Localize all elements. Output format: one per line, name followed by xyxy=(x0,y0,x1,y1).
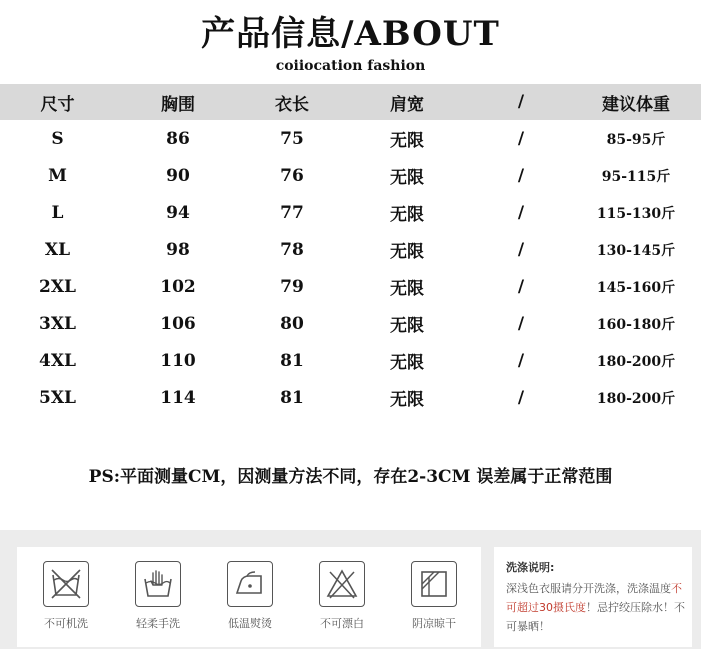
cell-slash: / xyxy=(517,202,525,223)
cell-slash: / xyxy=(517,128,525,149)
measurement-note: PS:平面测量CM，因测量方法不同，存在2-3CM 误差属于正常范围 xyxy=(88,467,613,487)
care-icons-panel xyxy=(17,547,481,647)
cell-size: XL xyxy=(44,239,71,260)
table-header xyxy=(0,84,701,120)
cell-chest: 98 xyxy=(166,239,190,260)
cell-length: 81 xyxy=(280,350,304,371)
wash-title: 洗涤说明: xyxy=(506,561,555,574)
cell-length: 75 xyxy=(280,128,304,149)
wash-text-highlight: 不可超过30摄氏度 xyxy=(506,582,682,614)
care-label: 轻柔手洗 xyxy=(136,617,180,630)
cell-shoulder: 无限 xyxy=(390,279,424,299)
cell-weight: 160-180斤 xyxy=(596,316,676,333)
cell-length: 81 xyxy=(280,387,304,408)
cell-slash: / xyxy=(517,239,525,260)
header-weight: 建议体重 xyxy=(602,94,670,115)
table-row xyxy=(0,379,701,416)
no-bleach-icon xyxy=(319,561,365,607)
care-item-no-machine-wash xyxy=(31,561,101,631)
table-row xyxy=(0,342,701,379)
cell-length: 78 xyxy=(280,239,304,260)
header-length: 衣长 xyxy=(275,94,309,115)
cell-length: 79 xyxy=(280,276,304,297)
cell-size: 3XL xyxy=(39,313,76,334)
table-row xyxy=(0,305,701,342)
cell-chest: 106 xyxy=(160,313,196,334)
brand-subtitle: coiiocation fashion xyxy=(275,58,426,74)
cell-chest: 90 xyxy=(166,165,190,186)
cell-weight: 180-200斤 xyxy=(596,390,676,407)
wash-text-part-2: ！忌拧绞压除水！不可暴晒！ xyxy=(506,601,685,633)
cell-weight: 85-95斤 xyxy=(606,131,666,148)
care-item-shade-dry xyxy=(399,561,469,631)
cell-shoulder: 无限 xyxy=(390,353,424,373)
table-row xyxy=(0,231,701,268)
header-chest: 胸围 xyxy=(161,94,195,115)
cell-size: M xyxy=(48,165,67,186)
care-section xyxy=(0,530,701,649)
cell-slash: / xyxy=(517,276,525,297)
care-item-no-bleach xyxy=(307,561,377,631)
wash-text xyxy=(506,579,688,636)
cell-length: 77 xyxy=(280,202,304,223)
cell-chest: 114 xyxy=(160,387,196,408)
table-row xyxy=(0,157,701,194)
cell-chest: 86 xyxy=(166,128,190,149)
care-item-low-iron xyxy=(215,561,285,631)
care-item-hand-wash xyxy=(123,561,193,631)
header-slash: / xyxy=(517,92,525,112)
shade-dry-icon xyxy=(411,561,457,607)
cell-shoulder: 无限 xyxy=(390,168,424,188)
cell-weight: 115-130斤 xyxy=(596,205,676,222)
page-title: 产品信息/ABOUT xyxy=(201,14,500,54)
cell-size: S xyxy=(51,128,64,149)
wash-instructions-panel xyxy=(494,547,692,647)
table-row xyxy=(0,268,701,305)
cell-weight: 145-160斤 xyxy=(596,279,676,296)
cell-weight: 130-145斤 xyxy=(596,242,676,259)
gentle-hand-wash-icon xyxy=(135,561,181,607)
no-machine-wash-icon xyxy=(43,561,89,607)
cell-size: 2XL xyxy=(39,276,76,297)
cell-length: 80 xyxy=(280,313,304,334)
cell-size: 5XL xyxy=(39,387,76,408)
cell-chest: 110 xyxy=(160,350,196,371)
size-table xyxy=(0,84,701,416)
cell-shoulder: 无限 xyxy=(390,316,424,336)
cell-size: 4XL xyxy=(39,350,76,371)
cell-shoulder: 无限 xyxy=(390,205,424,225)
cell-length: 76 xyxy=(280,165,304,186)
cell-slash: / xyxy=(517,387,525,408)
care-label: 不可机洗 xyxy=(44,617,88,630)
table-row xyxy=(0,120,701,157)
cell-chest: 94 xyxy=(166,202,190,223)
wash-text-part-1: 深浅色衣服请分开洗涤，洗涤温度 xyxy=(506,582,671,595)
cell-slash: / xyxy=(517,313,525,334)
table-row xyxy=(0,194,701,231)
cell-weight: 95-115斤 xyxy=(601,168,671,185)
cell-weight: 180-200斤 xyxy=(596,353,676,370)
care-label: 低温熨烫 xyxy=(228,617,272,630)
table-body xyxy=(0,120,701,416)
cell-shoulder: 无限 xyxy=(390,390,424,410)
care-label: 阴凉晾干 xyxy=(412,617,456,630)
header-shoulder: 肩宽 xyxy=(390,94,424,115)
cell-size: L xyxy=(51,202,64,223)
cell-chest: 102 xyxy=(160,276,196,297)
cell-shoulder: 无限 xyxy=(390,131,424,151)
care-label: 不可漂白 xyxy=(320,617,364,630)
cell-shoulder: 无限 xyxy=(390,242,424,262)
cell-slash: / xyxy=(517,165,525,186)
header-size: 尺寸 xyxy=(40,94,75,115)
low-temp-iron-icon xyxy=(227,561,273,607)
cell-slash: / xyxy=(517,350,525,371)
